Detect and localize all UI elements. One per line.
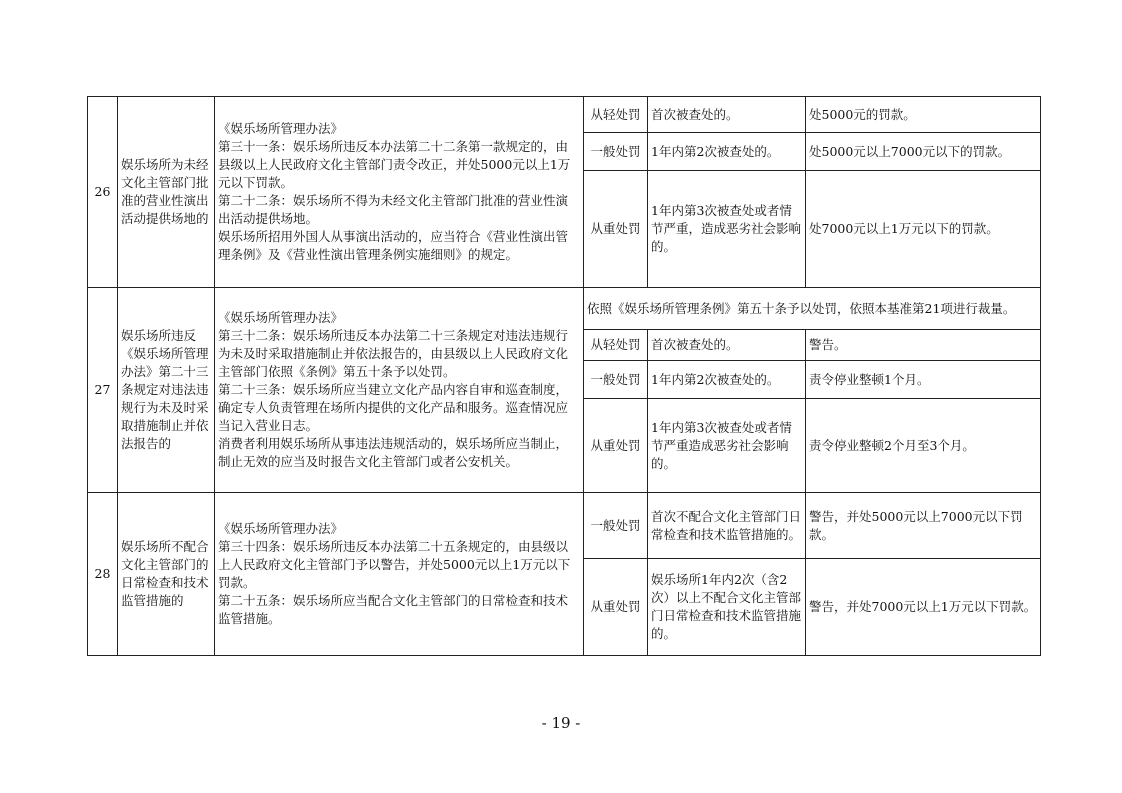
- law-article: 娱乐场所招用外国人从事演出活动的，应当符合《营业性演出管理条例》及《营业性演出管理条例实施细则》的规定。: [218, 229, 569, 262]
- penalty-condition: 1年内第3次被查处或者情节严重，造成恶劣社会影响的。: [648, 171, 806, 288]
- violation-name: 娱乐场所不配合文化主管部门的日常检查和技术监管措施的: [118, 493, 215, 656]
- penalty-condition: 1年内第3次被查处或者情节严重造成恶劣社会影响的。: [648, 399, 806, 493]
- penalty-measure: 处5000元以上7000元以下的罚款。: [806, 133, 1041, 171]
- penalty-condition: 首次被查处的。: [648, 330, 806, 361]
- penalty-condition: 娱乐场所1年内2次（含2次）以上不配合文化主管部门日常检查和技术监管措施的。: [648, 559, 806, 656]
- law-article: 消费者利用娱乐场所从事违法违规活动的，娱乐场所应当制止，制止无效的应当及时报告文化主管部门或者公安机关。: [218, 436, 569, 469]
- penalty-measure: 责令停业整顿1个月。: [806, 361, 1041, 399]
- penalty-level: 从重处罚: [584, 171, 648, 288]
- penalty-level: 一般处罚: [584, 361, 648, 399]
- penalty-level: 一般处罚: [584, 493, 648, 559]
- row-number: 26: [88, 97, 118, 288]
- law-article: 第三十一条：娱乐场所违反本办法第二十二条第一款规定的，由县级以上人民政府文化主管部门责令改正，并处5000元以上1万元以下罚款。: [218, 139, 571, 190]
- penalty-level: 从轻处罚: [584, 330, 648, 361]
- penalty-condition: 首次不配合文化主管部门日常检查和技术监管措施的。: [648, 493, 806, 559]
- penalty-standard-table: [87, 96, 1041, 656]
- penalty-measure: 警告。: [806, 330, 1041, 361]
- law-title: 《娱乐场所管理办法》: [218, 521, 344, 536]
- law-article: 第三十四条：娱乐场所违反本办法第二十五条规定的，由县级以上人民政府文化主管部门予以警告，并处5000元以上1万元以下罚款。: [218, 539, 571, 590]
- law-title: 《娱乐场所管理办法》: [218, 310, 344, 325]
- legal-basis: [215, 493, 584, 656]
- legal-basis: [215, 288, 584, 493]
- discretion-note: 依照《娱乐场所管理条例》第五十条予以处罚，依照本基准第21项进行裁量。: [584, 288, 1041, 330]
- penalty-condition: 首次被查处的。: [648, 97, 806, 133]
- penalty-measure: 警告，并处5000元以上7000元以下罚款。: [806, 493, 1041, 559]
- penalty-measure: 责令停业整顿2个月至3个月。: [806, 399, 1041, 493]
- penalty-level: 一般处罚: [584, 133, 648, 171]
- law-title: 《娱乐场所管理办法》: [218, 121, 344, 136]
- violation-name: 娱乐场所违反《娱乐场所管理办法》第二十三条规定对违法违规行为未及时采取措施制止并依法报告的: [118, 288, 215, 493]
- legal-basis: [215, 97, 584, 288]
- penalty-condition: 1年内第2次被查处的。: [648, 361, 806, 399]
- penalty-level: 从重处罚: [584, 399, 648, 493]
- penalty-measure: 处7000元以上1万元以下的罚款。: [806, 171, 1041, 288]
- penalty-level: 从轻处罚: [584, 97, 648, 133]
- penalty-measure: 处5000元的罚款。: [806, 97, 1041, 133]
- violation-name: 娱乐场所为未经文化主管部门批准的营业性演出活动提供场地的: [118, 97, 215, 288]
- penalty-level: 从重处罚: [584, 559, 648, 656]
- table-row: [88, 288, 1041, 330]
- table-row: [88, 493, 1041, 559]
- penalty-condition: 1年内第2次被查处的。: [648, 133, 806, 171]
- table-row: [88, 97, 1041, 133]
- row-number: 27: [88, 288, 118, 493]
- law-article: 第二十二条：娱乐场所不得为未经文化主管部门批准的营业性演出活动提供场地。: [218, 193, 569, 226]
- law-article: 第二十五条：娱乐场所应当配合文化主管部门的日常检查和技术监管措施。: [218, 593, 569, 626]
- penalty-measure: 警告，并处7000元以上1万元以下罚款。: [806, 559, 1041, 656]
- law-article: 第二十三条：娱乐场所应当建立文化产品内容自审和巡查制度，确定专人负责管理在场所内提供的文化产品和服务。巡查情况应当记入营业日志。: [218, 382, 569, 433]
- row-number: 28: [88, 493, 118, 656]
- law-article: 第三十二条：娱乐场所违反本办法第二十三条规定对违法违规行为未及时采取措施制止并依法报告的，由县级以上人民政府文化主管部门依照《条例》第五十条予以处罚。: [218, 328, 569, 379]
- page-number: - 19 -: [541, 714, 581, 732]
